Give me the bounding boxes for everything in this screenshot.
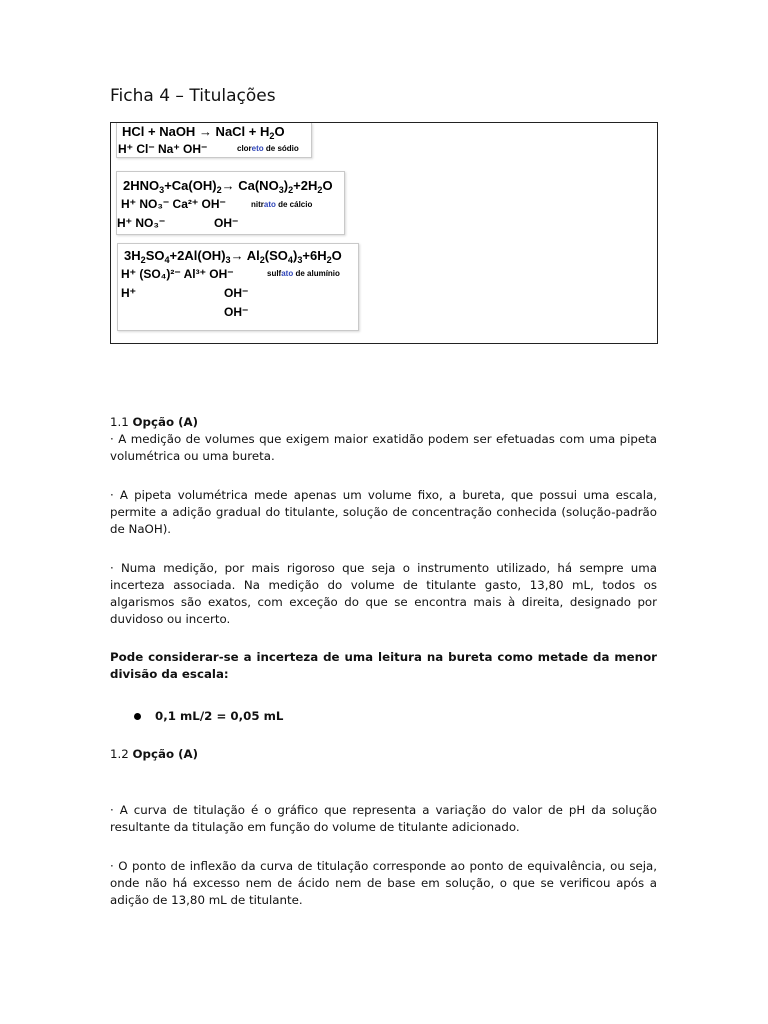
equation-3-ions-row2b: OH⁻ (224, 286, 249, 300)
bullet-dot (134, 713, 141, 720)
equation-3-ions-row3: OH⁻ (224, 305, 249, 319)
equation-1-panel (116, 123, 312, 158)
q11-paragraph-3: · Numa medição, por mais rigoroso que seja o instrumento utilizado, há sempre uma incerteza associada. Na medição do volume de titulante gasto, 13,80 mL, todos os algarismos são exatos, com exceção do que se encontra mais à direita, designado por duvidoso ou incerto. (110, 561, 657, 626)
q11-paragraph-4: Pode considerar-se a incerteza de uma leitura na bureta como metade da menor divisão da escala: (110, 650, 657, 681)
question-1-2-heading: 1.2 Opção (A) (110, 747, 199, 761)
equation-2-ions-row2b: OH⁻ (214, 216, 239, 230)
equation-1-ions: H⁺ Cl⁻ Na⁺ OH⁻ (118, 142, 208, 156)
equation-2-ions-row2: H⁺ NO₃⁻ (117, 216, 166, 230)
equation-2: $2HNO_3+Ca(OH)_2\to Ca(NO_3)_2+2H_2O$ (123, 178, 333, 195)
q12-paragraph-2: · O ponto de inflexão da curva de titulação corresponde ao ponto de equivalência, ou seja, onde não há excesso nem de ácido nem de base em solução, o que se verificou após a adição de 13,80 mL de titulante. (110, 859, 657, 907)
q11-paragraph-2: · A pipeta volumétrica mede apenas um volume fixo, a bureta, que possui uma escala, permite a adição gradual do titulante, solução de concentração conhecida (solução-padrão de NaOH). (110, 488, 657, 536)
equation-2-panel (116, 171, 345, 235)
equation-1: HCl + NaOH → NaCl + $H_2O$ (122, 124, 285, 141)
equation-3: $3H_2SO_4+2Al(OH)_3\to Al_2(SO_4)_3+6H_2O$ (124, 248, 342, 265)
q12-paragraph-1: · A curva de titulação é o gráfico que representa a variação do valor de pH da solução resultante da titulação em função do volume de titulante adicionado. (110, 803, 657, 834)
page-title: Ficha 4 – Titulações (110, 86, 276, 106)
equation-3-panel (117, 243, 359, 331)
equations-box (110, 122, 658, 344)
equation-2-name: nitrato de cálcio (251, 200, 313, 209)
q11-bullet-text: 0,1 mL/2 = 0,05 mL (155, 709, 284, 723)
equation-3-ions-row2: H⁺ (121, 286, 136, 300)
equation-3-name: sulfato de alumínio (267, 269, 340, 278)
question-1-1-heading: 1.1 Opção (A) (110, 415, 199, 429)
q11-paragraph-1: · A medição de volumes que exigem maior exatidão podem ser efetuadas com uma pipeta volumétrica ou uma bureta. (110, 432, 657, 463)
equation-1-name: cloreto de sódio (237, 144, 299, 153)
equation-2-ions-row1: H⁺ NO₃⁻ Ca²⁺ OH⁻ (121, 197, 226, 211)
equation-3-ions-row1: H⁺ (SO₄)²⁻ Al³⁺ OH⁻ (121, 267, 234, 281)
